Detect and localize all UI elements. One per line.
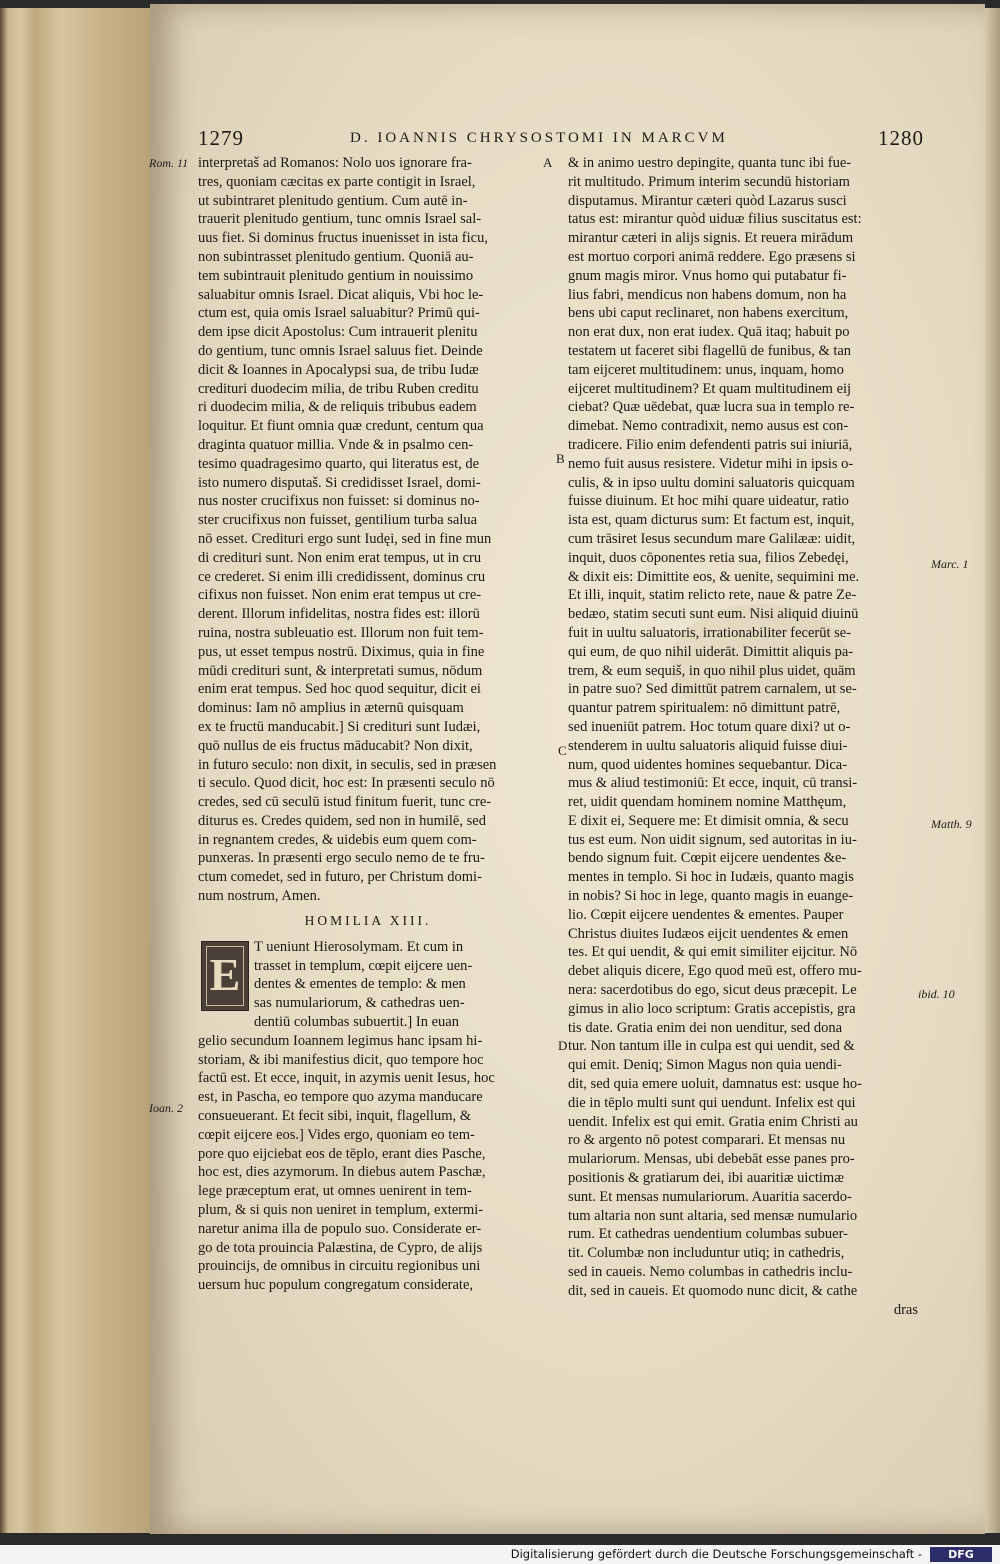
text-line: tatus est: mirantur quòd uiduæ filius suscitatus est: [568, 211, 862, 228]
text-line: num nostrum, Amen. [198, 888, 321, 905]
text-line: culis, & in ipso uultu domini saluatoris quicquam [568, 474, 855, 491]
text-line: bens ubi caput reclinaret, non habens exercitum, [568, 305, 849, 322]
text-line: non subintrasset plenitudo gentium. Quoniā au- [198, 248, 474, 265]
text-line: trauerit plenitudo gentium, tunc omnis Israel sal- [198, 211, 482, 228]
text-line: sunt. Et mensas numulariorum. Auaritia sacerdo- [568, 1188, 852, 1205]
text-line: T ueniunt Hierosolymam. Et cum in [254, 938, 464, 955]
text-line: eijceret multitudinem? Et quam multitudinem eij [568, 380, 852, 397]
text-line: mentes in templo. Si hoc in Iudæis, quanto magis [568, 869, 854, 886]
text-line: nus noster crucifixus non fuisset: si dominus no- [198, 493, 480, 510]
text-line: ruina, nostra subleuatio est. Illorum non fuit tem- [198, 624, 484, 641]
text-line: sed in caueis. Nemo columbas in cathedris inclu- [568, 1264, 853, 1281]
section-letter-c: C [558, 743, 567, 758]
text-line: ista est, quam dicturus sum: Et factum est, inquit, [568, 512, 855, 529]
text-line: ti seculo. Quod dicit, hoc est: In præsenti seculo nō [198, 775, 495, 792]
running-head [150, 126, 985, 152]
text-line: lio. Cœpit eijcere uendentes & ementes. Pauper [568, 906, 844, 923]
text-line: ce crederet. Si enim illi credidissent, dominus cru [198, 568, 486, 585]
text-line: nera: sacerdotibus do ego, sicut deus præcepit. Le [568, 982, 857, 999]
text-line: tur. Non tantum ille in culpa est qui uendit, sed & [568, 1038, 855, 1055]
text-line: derent. Illorum infidelitas, nostra fides est: illorū [198, 606, 480, 623]
text-line: bedæo, statim secuti sunt eum. Nisi aliquid diuinū [568, 606, 859, 623]
page-number-right: 1280 [878, 126, 924, 150]
text-line: ex te fructū manducabit.] Si credituri sunt Iudæi, [198, 718, 481, 735]
text-line: saluabitur omnis Israel. Dicat aliquis, Vbi hoc le- [198, 286, 484, 303]
facing-page-edge [985, 8, 1000, 1533]
text-line: nemo fuit ausus resistere. Videtur mihi in ipsis o- [568, 455, 854, 472]
text-line: in nobis? Si hoc in lege, quanto magis in euange- [568, 888, 854, 905]
text-line: mulariorum. Mensas, ubi debebāt esse panes pro- [568, 1151, 855, 1168]
homily-opening [198, 938, 538, 1032]
marginal-note-matth: Matth. 9 [931, 817, 972, 831]
text-line: ctum comedet, sed in futuro, per Christum domi- [198, 869, 482, 886]
running-title: D. IOANNIS CHRYSOSTOMI IN MARCVM [350, 130, 728, 146]
text-line: dentiū columbas subuertit.] In euan [254, 1014, 459, 1031]
text-line: factū est. Et ecce, inquit, in azymis uenit Iesus, hoc [198, 1070, 495, 1087]
text-line: in regnantem credes, & uidebis eum quem com- [198, 831, 477, 848]
text-line: tus est eum. Non uidit signum, sed autoritas in iu- [568, 831, 857, 848]
text-line: Christus diuites Iudæos eijcit uendentes & emen [568, 925, 849, 942]
text-line: est mortuo corpori animā reddere. Ego præsens si [568, 248, 856, 265]
text-line: diturus es. Credes quidem, sed non in humilē, sed [198, 812, 486, 829]
text-column-right [568, 154, 918, 1319]
marginal-note-marc: Marc. 1 [931, 557, 969, 571]
text-line: tesimo quadragesimo quarto, qui literatus est, de [198, 455, 480, 472]
text-line: non erat dux, non erat iudex. Quā itaq; habuit po [568, 324, 850, 341]
text-line: in futuro seculo: non dixit, in seculis, sed in præsen [198, 756, 497, 773]
text-line: debet aliquis dicere, Ego quod meū est, offero mu- [568, 963, 862, 980]
text-line: rum. Et cathedras uendentium columbas subuer- [568, 1226, 848, 1243]
page-number-left: 1279 [198, 126, 244, 150]
text-line: tit. Columbæ non includuntur utiq; in cathedris, [568, 1245, 845, 1262]
text-line: credituri duodecim milia, de tribu Ruben creditu [198, 380, 479, 397]
text-line: cœpit eijcere eos.] Vides ergo, quoniam eo tem- [198, 1126, 475, 1143]
decorated-initial [201, 941, 249, 1011]
section-letter-d: D [558, 1038, 568, 1053]
text-line: trem, & eum sequiš, in quo nihil plus uidet, quām [568, 662, 856, 679]
marginal-note-ibid: ibid. 10 [918, 987, 955, 1001]
text-line: dras [893, 1301, 918, 1318]
text-line: storiam, & ibi manifestius dicit, quo tempore hoc [198, 1051, 484, 1068]
text-line: dit, sed quia emere uoluit, damnatus est: usque ho- [568, 1076, 862, 1093]
text-line: mirantur cæteri in alijs signis. Et reuera mirādum [568, 230, 854, 247]
text-line: sas numulariorum, & cathedras uen- [254, 995, 465, 1012]
text-line: enim erat tempus. Sed hoc quod sequitur, dicit ei [198, 681, 481, 698]
homily-title: HOMILIA XIII. [304, 912, 432, 928]
footer-credit-text: Digitalisierung gefördert durch die Deutsche Forschungsgemeinschaft - [510, 1547, 922, 1561]
text-line: cum trāsiret Iesus secundum mare Galilææ: uidit, [568, 530, 856, 547]
text-line: loquitur. Et fiunt omnia quæ credunt, centum qua [198, 418, 484, 435]
text-line: in patre suo? Sed dimittūt patrem carnalem, ut se- [568, 681, 857, 698]
digitization-footer [0, 1545, 1000, 1564]
book-page-stack-edge [0, 8, 150, 1533]
text-line: fuisse diuinum. Et hoc mihi quare uideatur, ratio [568, 493, 849, 510]
text-line: tem subintrauit plenitudo gentium in nouissimo [198, 267, 474, 284]
text-line: uus fiet. Si dominus fructus inuenisset in ista ficu, [198, 230, 488, 247]
text-line: ret, uidit quendam hominem nomine Matthęum, [568, 794, 847, 811]
text-line: quantur patrem spiritualem: nō dimittunt patrē, [568, 700, 841, 717]
dfg-logo: DFG [930, 1547, 992, 1562]
text-line: fuit in uultu saluatoris, irrationabiliter fecerūt se- [568, 624, 852, 641]
section-letter-b: B [556, 451, 565, 466]
text-line: Et illi, inquit, statim relicto rete, naue & patre Ze- [568, 587, 857, 604]
text-line: qui eum, de quo nihil uiderāt. Dimittit aliquis pa- [568, 643, 854, 660]
text-line: mus & aliud testimoniū: Et ecce, inquit, cū transi- [568, 775, 858, 792]
text-line: ciebat? Quæ uēdebat, quæ lucra sua in templo re- [568, 399, 855, 416]
marginal-note-ioan: Ioan. 2 [149, 1101, 183, 1115]
text-line: lege præceptum erat, ut omnes uenirent in tem- [198, 1183, 472, 1200]
text-line: rit multitudo. Primum interim secundū historiam [568, 173, 850, 190]
text-line: stenderem in uultu saluatoris aliquid fuisse diui- [568, 737, 848, 754]
text-line: uersum huc populum congregatum considerate, [198, 1277, 474, 1294]
text-line: tam eijceret multitudinem: unus, inquam, homo [568, 361, 844, 378]
text-line: dicit & Ioannes in Apocalypsi sua, de tribu Iudæ [198, 361, 479, 378]
text-line: lius fabri, mendicus non habens domum, non ha [568, 286, 847, 303]
text-line: positionis & gratiarum dei, ibi auaritiæ uictimæ [568, 1170, 844, 1187]
text-line: tis date. Gratia enim dei non uenditur, sed dona [568, 1019, 843, 1036]
text-line: pore quo eijciebat eos de tēplo, erant dies Pasche, [198, 1145, 486, 1162]
decorated-initial-letter: E [209, 948, 241, 1000]
text-line: & dixit eis: Dimittite eos, & uenite, sequimini me. [568, 568, 860, 585]
text-line: go de tota prouincia Palæstina, de Cypro, de alijs [198, 1239, 483, 1256]
text-line: hoc est, dies azymorum. In diebus autem Paschæ, [198, 1164, 486, 1181]
text-line: ctum est, quia omis Israel saluabitur? Primū qui- [198, 305, 480, 322]
text-line: tradicere. Filio enim defendenti patris sui iniuriā, [568, 436, 853, 453]
text-line: & in animo uestro depingite, quanta tunc ibi fue- [568, 155, 852, 171]
text-line: nō esset. Credituri ergo sunt Iudęi, sed in fine mun [198, 530, 492, 547]
text-line: gimus in alio loco scriptum: Gratis accepistis, gra [568, 1000, 856, 1017]
text-line: gelio secundum Ioannem legimus hanc ipsam hi- [198, 1032, 483, 1049]
text-line: dimebat. Nemo contradixit, nemo ausus est con- [568, 418, 849, 435]
text-line: dentes & ementes de templo: & men [254, 976, 466, 993]
text-line: ro & argento nō potest comparari. Et mensas nu [568, 1132, 846, 1149]
text-line: plum, & si quis non ueniret in templum, extermi- [198, 1202, 484, 1219]
section-letter-a: A [543, 155, 553, 170]
text-line: cifixus non fuisset. Non enim erat tempus ut cre- [198, 587, 482, 604]
text-line: ri duodecim milia, & de reliquis tribubus eadem [198, 399, 477, 416]
text-line: naretur anima illa de populo suo. Considerate er- [198, 1220, 482, 1237]
text-line: testatem ut faceret sibi flagellū de funibus, & tan [568, 342, 852, 359]
text-line: dominus: Iam nō amplius in æternū quisquam [198, 700, 464, 717]
text-line: prouincijs, de omnibus in circuitu regionibus uni [198, 1258, 481, 1275]
text-line: gnum magis miror. Vnus homo qui putabatur fi- [568, 267, 847, 284]
text-line: inquit, duos cōponentes retia sua, filios Zebedęi, [568, 549, 849, 566]
text-line: do gentium, tunc omnis Israel saluus fiet. Deinde [198, 342, 483, 359]
text-line: dem ipse dicit Apostolus: Cum intrauerit plenitu [198, 324, 478, 341]
text-line: num, quod uidentes homines sequebantur. Dica- [568, 756, 848, 773]
text-line: interpretaš ad Romanos: Nolo uos ignorare fra- [198, 155, 472, 171]
text-line: qui emit. Deniq; Simon Magus non quia uendi- [568, 1057, 842, 1074]
text-line: E dixit ei, Sequere me: Et dimisit omnia, & secu [568, 812, 849, 829]
text-line: bendo signum fuit. Cœpit eijcere uendentes &e- [568, 850, 847, 867]
text-line: sed inueniūt patrem. Hoc totum quare dixi? ut o- [568, 718, 851, 735]
text-line: tes. Et qui uendit, & qui emit similiter eijcitur. Nō [568, 944, 858, 961]
text-line: credes, sed cū seculū istud finitum fuerit, tunc cre- [198, 794, 492, 811]
text-line: mūdi credituri sunt, & interpretati sumus, nōdum [198, 662, 483, 679]
text-line: die in tēplo multi sunt qui uendunt. Infelix est qui [568, 1094, 856, 1111]
text-line: pus, ut esset tempus nostrū. Diximus, quia in fine [198, 643, 485, 660]
marginal-note-rom: Rom. 11 [149, 156, 189, 170]
text-line: ster crucifixus non fuisset, gentilium turba salua [198, 512, 478, 529]
book-page [150, 4, 985, 1534]
text-line: dit, sed in caueis. Et quomodo nunc dicit, & cathe [568, 1282, 858, 1299]
text-line: disputamus. Mirantur cæteri quòd Lazarus susci [568, 192, 847, 209]
text-line: trasset in templum, cœpit eijcere uen- [254, 957, 473, 974]
text-column-left [198, 154, 538, 1295]
text-line: draginta quatuor millia. Vnde & in psalmo cen- [198, 436, 474, 453]
text-line: tum altaria non sunt altaria, sed mensæ numulario [568, 1207, 858, 1224]
text-line: punxeras. In præsenti ergo seculo nemo de te fru- [198, 850, 485, 867]
text-line: isto numero disputaš. Si credidisset Israel, domi- [198, 474, 481, 491]
text-line: est, in Pascha, eo tempore quo azyma manducare [198, 1089, 483, 1106]
text-line: di credituri sunt. Non enim erat tempus, ut in cru [198, 549, 482, 566]
text-line: consueuerant. Et fecit sibi, inquit, flagellum, & [198, 1108, 472, 1125]
text-line: ut subintraret plenitudo gentium. Cum autē in- [198, 192, 468, 209]
text-line: quō nullus de eis fructus māducabit? Non dixit, [198, 737, 473, 754]
text-line: tres, quoniam cæcitas ex parte contigit in Israel, [198, 173, 476, 190]
text-line: uendit. Infelix est qui emit. Gratia enim Christi au [568, 1113, 858, 1130]
